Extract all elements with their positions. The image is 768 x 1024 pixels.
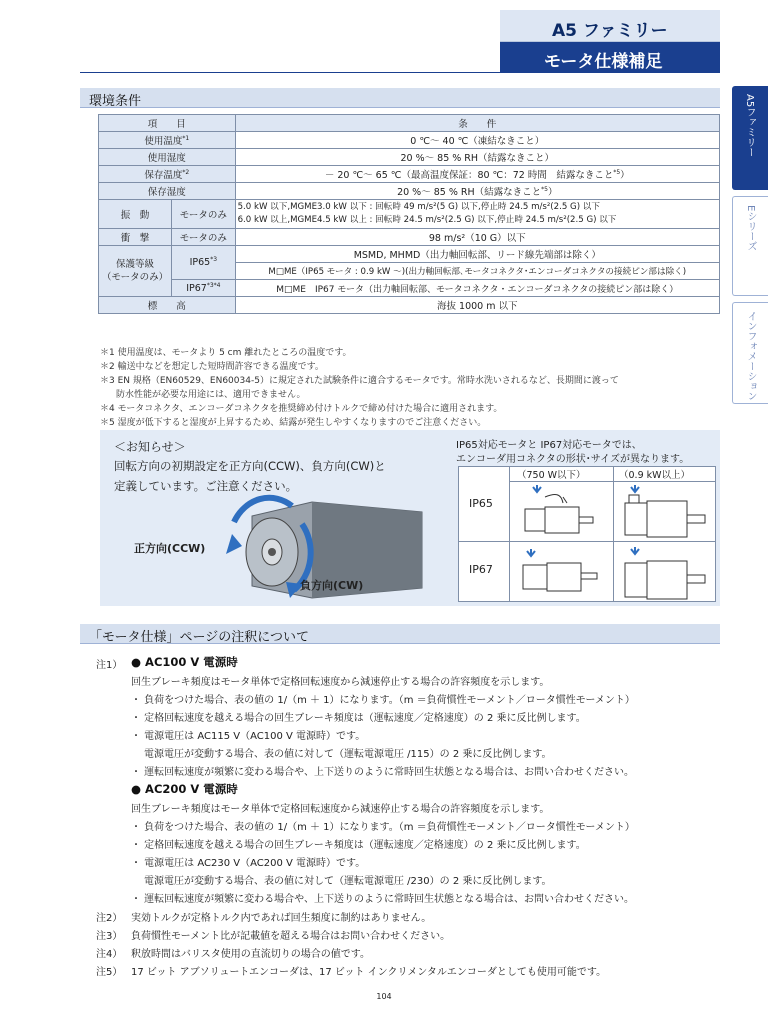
row-label: 保存温度$^{*2}$ [99, 166, 236, 183]
note-line: ・ 定格回転速度を越える場合の回生ブレーキ頻度は（運転速度／定格速度）の 2 乗に反比例します。 [131, 840, 586, 851]
ip65-large-motor-image [619, 483, 713, 539]
row-label: 振 動 [99, 200, 172, 229]
row-value: M□ME IP67 モータ（出力軸回転部、モータコネクタ・エンコーダコネクタの接続ピン部は除く） [235, 280, 719, 297]
row-label: 標 高 [99, 297, 236, 314]
side-tab-a5[interactable] [732, 86, 768, 190]
notice-box [100, 430, 720, 606]
note-line: 回生ブレーキ頻度はモータ単体で定格回転速度から減速停止する場合の許容頻度を示します。 [131, 677, 550, 688]
notice-line: 定義しています。ご注意ください。 [114, 479, 298, 493]
title-banner [500, 42, 720, 72]
notes-section-header [80, 624, 720, 644]
note-line: 釈放時間はバリスタ使用の直流切りの場合の値です。 [131, 949, 370, 960]
table-row [99, 280, 720, 297]
ip-connector-table [458, 466, 716, 602]
side-tab-e-series-label: Eシリーズ [745, 205, 756, 252]
note-label: 注2） [96, 913, 123, 924]
ip-col-header: （750 W以下） [517, 470, 586, 481]
cw-label: 負方向(CW) [300, 579, 364, 592]
ip-row-label: IP65 [469, 497, 493, 510]
env-table [98, 114, 720, 314]
row-value: 海抜 1000 m 以下 [235, 297, 719, 314]
row-label: 保存湿度 [99, 183, 236, 200]
note-line: 実効トルクが定格トルク内であれば回生頻度に制約はありません。 [131, 913, 432, 924]
header-rule [80, 72, 720, 73]
row-value: 20 %～ 85 % RH（結露なきこと$^{*5}$） [235, 183, 719, 200]
ip-note: IP65対応モータと IP67対応モータでは、 [456, 440, 642, 451]
note-line: ・ 運転回転速度が頻繁に変わる場合や、上下送りのように常時回生状態となる場合は、お問い合わせください。 [131, 894, 634, 905]
footnote: ＊3 EN 規格（EN60529、EN60034-5）に規定された試験条件に適合するモータです。常時水洗いされるなど、長期間に渡って [100, 376, 619, 386]
note-label: 注3） [96, 931, 123, 942]
table-row [99, 200, 720, 229]
row-value: MSMD, MHMD（出力軸回転部、リード線先端部は除く） [235, 246, 719, 263]
note-line: ・ 運転回転速度が頻繁に変わる場合や、上下送りのように常時回生状態となる場合は、お問い合わせください。 [131, 767, 634, 778]
row-label: 保護等級 （モータのみ） [99, 246, 172, 297]
table-row [99, 246, 720, 263]
page-number: 104 [376, 992, 392, 1001]
row-value: 98 m/s²（10 G）以下 [235, 229, 719, 246]
notes-section-title: 「モータ仕様」ページの注釈について [89, 630, 309, 645]
ip-col-header: （0.9 kW以上） [619, 470, 691, 481]
table-row [99, 183, 720, 200]
table-row [99, 132, 720, 149]
table-row [99, 149, 720, 166]
side-tab-information[interactable] [732, 302, 768, 404]
series-title: A5 ファミリー [552, 21, 668, 41]
series-banner [500, 10, 720, 42]
note-label: 注1） [96, 660, 123, 671]
note-label: 注4） [96, 949, 123, 960]
note-line: ・ 負荷をつけた場合、表の値の 1/（m ＋ 1）になります。（m ＝負荷慣性モーメント／ロータ慣性モーメント） [131, 695, 635, 706]
row-label: 使用温度$^{*1}$ [99, 132, 236, 149]
side-tab-e-series[interactable] [732, 196, 768, 296]
note-line: 電源電圧が変動する場合、表の値に対して（運転電源電圧 /115）の 2 乗に反比例します。 [144, 749, 552, 760]
page-title: モータ仕様補足 [544, 52, 663, 72]
col-cond-header: 条 件 [235, 115, 719, 132]
row-label: 使用湿度 [99, 149, 236, 166]
row-value: 20 %～ 85 % RH（結露なきこと） [235, 149, 719, 166]
table-row [99, 229, 720, 246]
row-label: 衝 撃 [99, 229, 172, 246]
notice-title: ＜お知らせ＞ [114, 440, 186, 454]
row-sublabel: モータのみ [172, 200, 235, 229]
table-row [99, 297, 720, 314]
row-value: M□ME（IP65 モータ : 0.9 kW ～)(出力軸回転部､モータコネクタ･エンコーダコネクタの接続ピン部は除く) [235, 263, 719, 280]
notice-line: 回転方向の初期設定を正方向(CCW)、負方向(CW)と [114, 459, 386, 473]
note-line: 電源電圧が変動する場合、表の値に対して（運転電源電圧 /230）の 2 乗に反比例します。 [144, 876, 552, 887]
note-line: 負荷慣性モーメント比が記載値を超える場合はお問い合わせください。 [131, 931, 451, 942]
ip67-small-motor-image [515, 545, 607, 601]
ac200-heading: ● AC200 V 電源時 [131, 782, 238, 796]
ip65-small-motor-image [515, 483, 607, 539]
footnote: ＊1 使用温度は、モータより 5 cm 離れたところの温度です。 [100, 348, 352, 358]
col-item-header: 項 目 [99, 115, 236, 132]
footnote: 防水性能が必要な用途には、適用できません。 [116, 390, 306, 400]
env-section-title: 環境条件 [89, 94, 142, 109]
table-header-row [99, 115, 720, 132]
note-line: 17 ビット アブソリュートエンコーダは、17 ビット インクリメンタルエンコーダとしても使用可能です。 [131, 967, 607, 978]
note-line: 回生ブレーキ頻度はモータ単体で定格回転速度から減速停止する場合の許容頻度を示します。 [131, 804, 550, 815]
footnote: ＊4 モータコネクタ、エンコーダコネクタを推奨締め付けトルクで締め付けた場合に適用されます。 [100, 404, 503, 414]
note-line: ・ 定格回転速度を越える場合の回生ブレーキ頻度は（運転速度／定格速度）の 2 乗に反比例します。 [131, 713, 586, 724]
ip67-large-motor-image [619, 545, 713, 601]
row-sublabel: $IP67^{*3*4}$ [172, 280, 235, 297]
note-line: ・ 電源電圧は AC115 V（AC100 V 電源時）です。 [131, 731, 366, 742]
note-label: 注5） [96, 967, 123, 978]
footnote: ＊2 輸送中などを想定した短時間許容できる温度です。 [100, 362, 324, 372]
side-tab-information-label: インフォメーション [745, 311, 756, 401]
ip-note: エンコーダ用コネクタの形状･サイズが異なります。 [456, 454, 690, 465]
row-value: － 20 ℃～ 65 ℃（最高温度保証：80 ℃：72 時間 結露なきこと$^{*5}$） [235, 166, 719, 183]
note-line: ・ 負荷をつけた場合、表の値の 1/（m ＋ 1）になります。（m ＝負荷慣性モーメント／ロータ慣性モーメント） [131, 822, 635, 833]
env-section-header [80, 88, 720, 108]
ip-row-label: IP67 [469, 563, 493, 576]
ccw-label: 正方向(CCW) [134, 542, 206, 555]
ac100-heading: ● AC100 V 電源時 [131, 655, 238, 669]
row-value: 5.0 kW 以下,MGME3.0 kW 以下 : 回転時 49 m/s²(5 G) 以下,停止時 24.5 m/s²(2.5 G) 以下 6.0 kW 以上,MGME4.5 kW 以上 : 回転時 24.5 m/s²(2.5 G) 以下,停止時 24.5 m/s²(2.5 G) 以下 [235, 200, 719, 229]
table-row [99, 166, 720, 183]
note-line: ・ 電源電圧は AC230 V（AC200 V 電源時）です。 [131, 858, 366, 869]
row-value: 0 ℃～ 40 ℃（凍結なきこと） [235, 132, 719, 149]
row-sublabel: IP65$^{*3}$ [172, 246, 235, 280]
row-sublabel: モータのみ [172, 229, 235, 246]
footnote: ＊5 湿度が低下すると湿度が上昇するため、結露が発生しやすくなりますのでご注意ください。 [100, 418, 487, 428]
side-tab-a5-label: A5ファミリー [744, 94, 755, 158]
